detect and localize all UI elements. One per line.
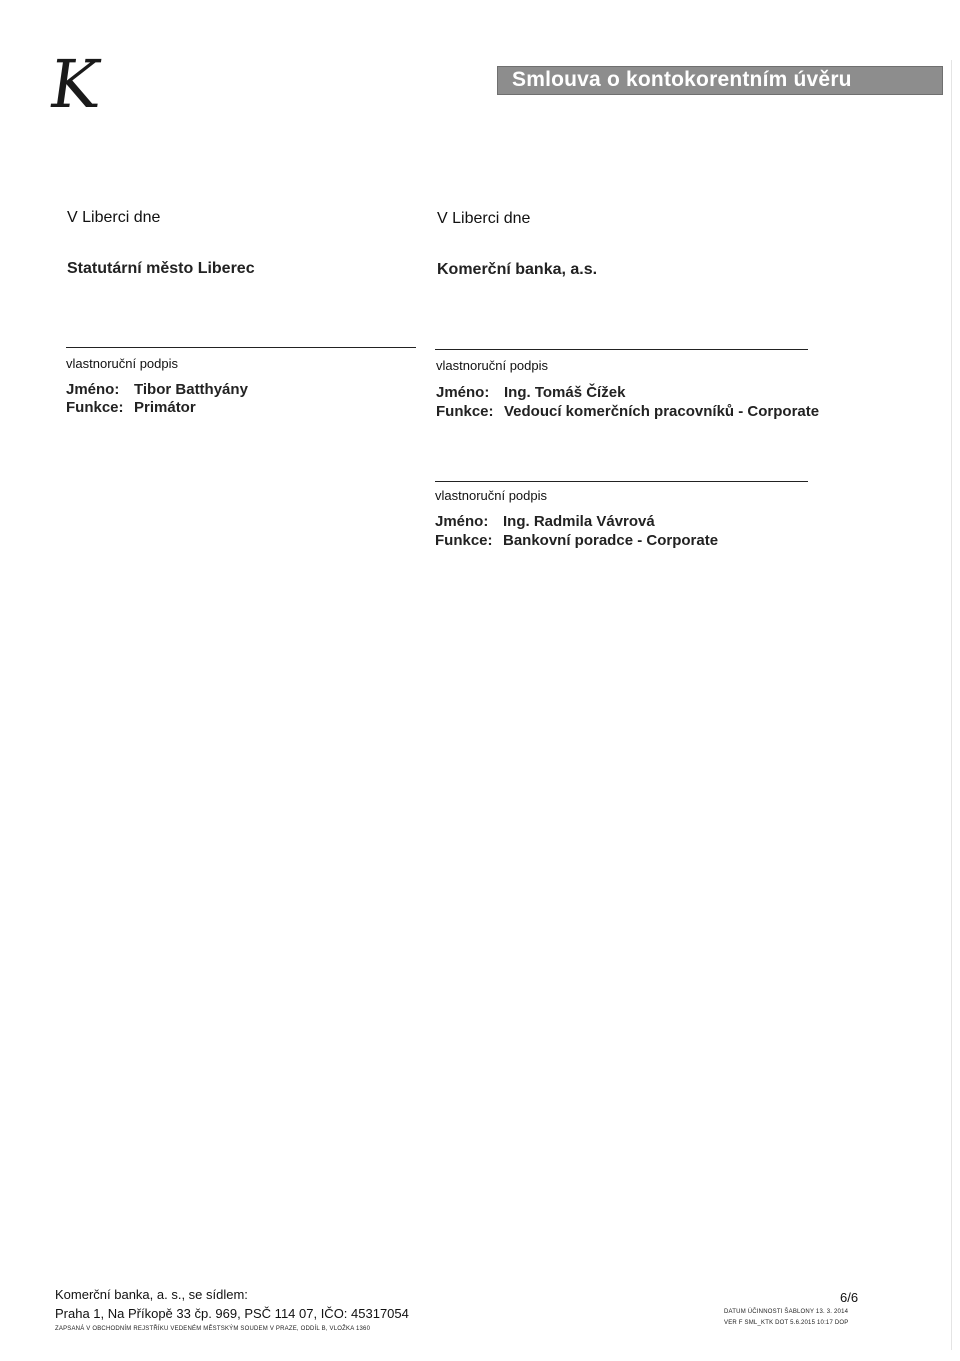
right-signature-line-2 [435, 481, 808, 482]
right-jmeno-label-2: Jméno: [435, 513, 489, 530]
footer-address-line: Praha 1, Na Příkopě 33 čp. 969, PSČ 114 07, IČO: 45317054 [55, 1306, 409, 1321]
template-version: VER F SML_KTK DOT 5.6.2015 10:17 DOP [724, 1320, 849, 1326]
left-signature-label: vlastnoruční podpis [66, 356, 179, 371]
left-jmeno-row [66, 381, 248, 398]
document-title: Smlouva o kontokorentním úvěru [512, 68, 852, 91]
page-number: 6/6 [840, 1290, 859, 1305]
right-funkce-label-2: Funkce: [435, 532, 493, 549]
footer-bank-line: Komerční banka, a. s., se sídlem: [55, 1287, 248, 1302]
right-jmeno-row-1 [436, 384, 625, 401]
left-funkce-value: Primátor [134, 399, 196, 416]
right-funkce-row-2 [435, 532, 718, 549]
right-jmeno-label-1: Jméno: [436, 384, 490, 401]
logo-letter: K [44, 46, 101, 123]
left-place-date: V Liberci dne [67, 209, 161, 226]
right-funkce-label-1: Funkce: [436, 403, 494, 420]
footer-registry-line: ZAPSANÁ V OBCHODNÍM REJSTŘÍKU VEDENÉM MĚSTSKÝM SOUDEM V PRAZE, ODDÍL B, VLOŽKA 1360 [55, 1326, 371, 1332]
template-validity-date: DATUM ÚČINNOSTI ŠABLONY 13. 3. 2014 [724, 1309, 849, 1315]
right-funkce-row-1 [436, 403, 819, 420]
left-party-name: Statutární město Liberec [67, 260, 255, 277]
left-funkce-row [66, 399, 196, 416]
left-funkce-label: Funkce: [66, 399, 124, 416]
left-jmeno-value: Tibor Batthyány [134, 381, 248, 398]
scan-edge-line [951, 60, 952, 1350]
right-signature-label-1: vlastnoruční podpis [436, 358, 549, 373]
right-jmeno-value-2: Ing. Radmila Vávrová [503, 513, 655, 530]
right-signature-line-1 [435, 349, 808, 350]
right-party-name: Komerční banka, a.s. [437, 261, 598, 278]
right-jmeno-row-2 [435, 513, 655, 530]
right-jmeno-value-1: Ing. Tomáš Čížek [504, 384, 626, 401]
left-jmeno-label: Jméno: [66, 381, 120, 398]
right-signature-label-2: vlastnoruční podpis [435, 488, 548, 503]
document-title-band [497, 66, 943, 95]
right-funkce-value-1: Vedoucí komerčních pracovníků - Corporate [504, 403, 820, 420]
right-place-date: V Liberci dne [437, 210, 531, 227]
right-funkce-value-2: Bankovní poradce - Corporate [503, 532, 719, 549]
bank-logo [44, 46, 101, 123]
left-signature-line [66, 347, 416, 348]
